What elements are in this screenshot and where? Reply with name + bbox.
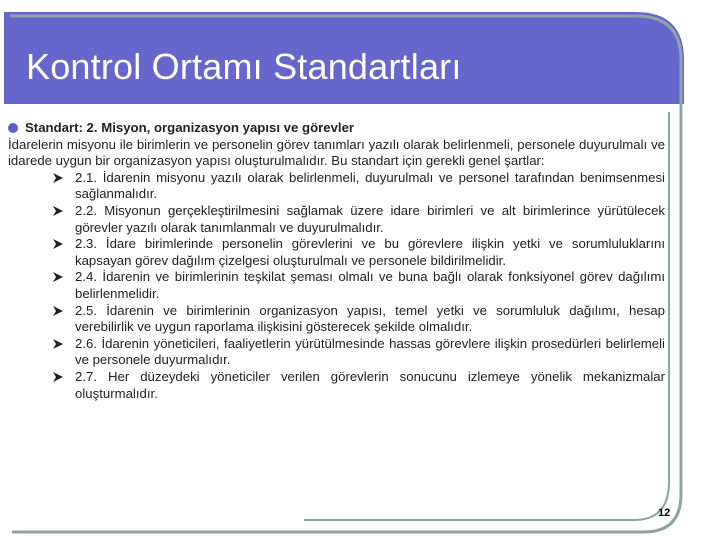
arrow-bullet-icon: [52, 205, 64, 217]
requirements-list: [8, 170, 665, 402]
standard-heading-text: Standart: 2. Misyon, organizasyon yapısı ve görevler: [25, 120, 355, 135]
list-item: [8, 369, 665, 402]
list-item-text: 2.7. Her düzeydeki yöneticiler verilen görevlerin sonucunu izlemeye yönelik mekanizmalar oluşturmalıdır.: [75, 368, 665, 401]
intro-paragraph: İdarelerin misyonu ile birimlerin ve personelin görev tanımları yazılı olarak belirlenmeli, personele duyurulmalı ve idarede uygun bir organizasyon yapısı oluşturulmalıdır. Bu standart için gerekli genel şartlar:: [8, 136, 665, 169]
list-item-text: 2.5. İdarenin ve birimlerinin organizasyon yapısı, temel yetki ve sorumluluk dağılımı, hesap verebilirlik ve uygun raporlama ilişkisini gösterecek şekilde olmalıdır.: [75, 302, 665, 335]
list-item: [8, 336, 665, 369]
arrow-bullet-icon: [52, 305, 64, 317]
list-item: [8, 236, 665, 269]
arrow-bullet-icon: [52, 172, 64, 184]
list-item-text: 2.2. Misyonun gerçekleştirilmesini sağlamak üzere idare birimleri ve alt birimlerince yürütülecek görevler yazılı olarak tanımlanmalı ve duyurulmalıdır.: [75, 202, 665, 235]
list-item: [8, 170, 665, 203]
arrow-bullet-icon: [52, 338, 64, 350]
circle-bullet-icon: [8, 123, 18, 133]
slide-title: Kontrol Ortamı Standartları: [26, 46, 462, 87]
title-divider: [14, 108, 669, 111]
list-item: [8, 269, 665, 302]
arrow-bullet-icon: [52, 271, 64, 283]
list-item-text: 2.1. İdarenin misyonu yazılı olarak belirlenmeli, duyurulmalı ve personel tarafından benimsenmesi sağlanmalıdır.: [75, 169, 665, 202]
list-item: [8, 303, 665, 336]
page-number: 12: [658, 507, 671, 519]
list-item-text: 2.3. İdare birimlerinde personelin görevlerini ve bu görevlere ilişkin yetki ve sorumluluklarını kapsayan görev dağılım çizelgesi oluşturulmalı ve personele bildirilmelidir.: [75, 236, 665, 268]
list-item-text: 2.6. İdarenin yöneticileri, faaliyetlerin yürütülmesinde hassas görevlere ilişkin prosedürleri belirlemeli ve personele duyurmalıdır.: [75, 335, 665, 368]
arrow-bullet-icon: [52, 238, 64, 250]
standard-heading: [8, 120, 665, 137]
arrow-bullet-icon: [52, 371, 64, 383]
list-item-text: 2.4. İdarenin ve birimlerinin teşkilat şeması olmalı ve buna bağlı olarak fonksiyonel görev dağılımı belirlenmelidir.: [75, 269, 665, 301]
slide-content: [8, 120, 665, 402]
list-item: [8, 203, 665, 236]
